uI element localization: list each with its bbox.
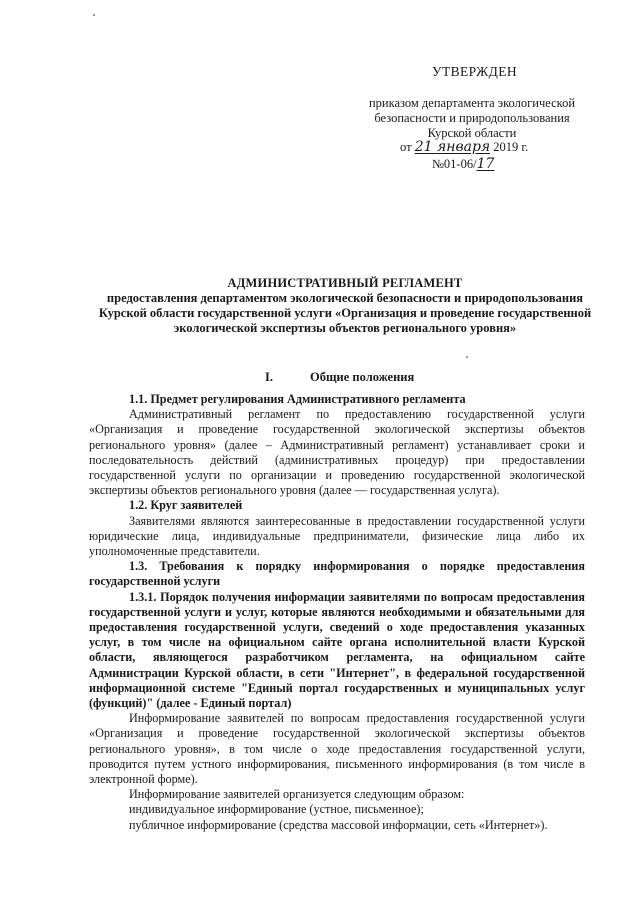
document-body: [89, 392, 585, 833]
date-prefix: от: [400, 140, 412, 154]
document-subtitle: предоставления департаментом экологической безопасности и природопользования Курской области государственной услуги «Организация и проведение государственной экологической экспертизы объектов регионального уровня»: [98, 291, 592, 335]
scan-speck: [93, 14, 95, 16]
document-title: АДМИНИСТРАТИВНЫЙ РЕГЛАМЕНТ: [227, 276, 463, 290]
approved-label: УТВЕРЖДЕН: [432, 64, 517, 79]
paragraph: Заявителями являются заинтересованные в предоставлении государственной услуги юридические лица, индивидуальные предприниматели, физические лица либо их уполномоченные представители.: [89, 513, 585, 559]
section-number: I.: [265, 370, 273, 384]
order-number: [432, 156, 507, 172]
paragraph: Информирование заявителей организуется следующим образом:: [129, 787, 465, 802]
section-heading: 1.1. Предмет регулирования Административного регламента: [129, 392, 466, 406]
order-line: приказом департамента экологической: [368, 96, 576, 110]
paragraph: индивидуальное информирование (устное, письменное);: [129, 802, 424, 817]
date-year: 2019 г.: [493, 140, 529, 154]
order-date: [400, 139, 528, 155]
paragraph: публичное информирование (средства массовой информации, сеть «Интернет»).: [129, 817, 548, 832]
section-heading: 1.2. Круг заявителей: [129, 498, 243, 513]
paragraph: Административный регламент по предоставлению государственной услуги «Организация и проведение государственной экологической экспертизы объектов регионального уровня» (далее – Административный регламент) устанавливает сроки и последовательность действий (административных процедур) при предоставлении государственной услуги по организации и проведению государственной экологической экспертизы объектов регионального уровня (далее — государственная услуга).: [89, 407, 585, 498]
number-prefix: №01-06/: [432, 157, 477, 171]
order-line: Курской области: [427, 126, 517, 140]
scan-speck: [466, 356, 468, 358]
order-line: безопасности и природопользования: [374, 111, 570, 125]
section-heading: 1.3. Требования к порядку информирования о порядке предоставления государственной услуги: [89, 559, 585, 589]
order-block: [352, 96, 592, 141]
handwritten-number: 17: [476, 156, 495, 172]
section-title: Общие положения: [310, 370, 415, 384]
paragraph: Информирование заявителей по вопросам предоставления государственной услуги «Организация и проведение государственной экологической экспертизы объектов регионального уровня», в том числе о ходе предоставления государственной услуги, проводится путем устного информирования, письменного информирования (в том числе в электронной форме).: [89, 711, 585, 787]
handwritten-date: 21 января: [414, 139, 491, 155]
paragraph-bold: 1.3.1. Порядок получения информации заявителями по вопросам предоставления государственной услуги и услуг, которые являются необходимыми и обязательными для предоставления государственной услуги, сведений о ходе предоставления указанных услуг, в том числе на официальном сайте органа исполнительной власти Курской области, являющегося разработчиком регламента, на официальном сайте Администрации Курской области, в сети "Интернет", в федеральной государственной информационной системе "Единый портал государственных и муниципальных услуг (функций)" (далее - Единый портал): [89, 589, 585, 711]
